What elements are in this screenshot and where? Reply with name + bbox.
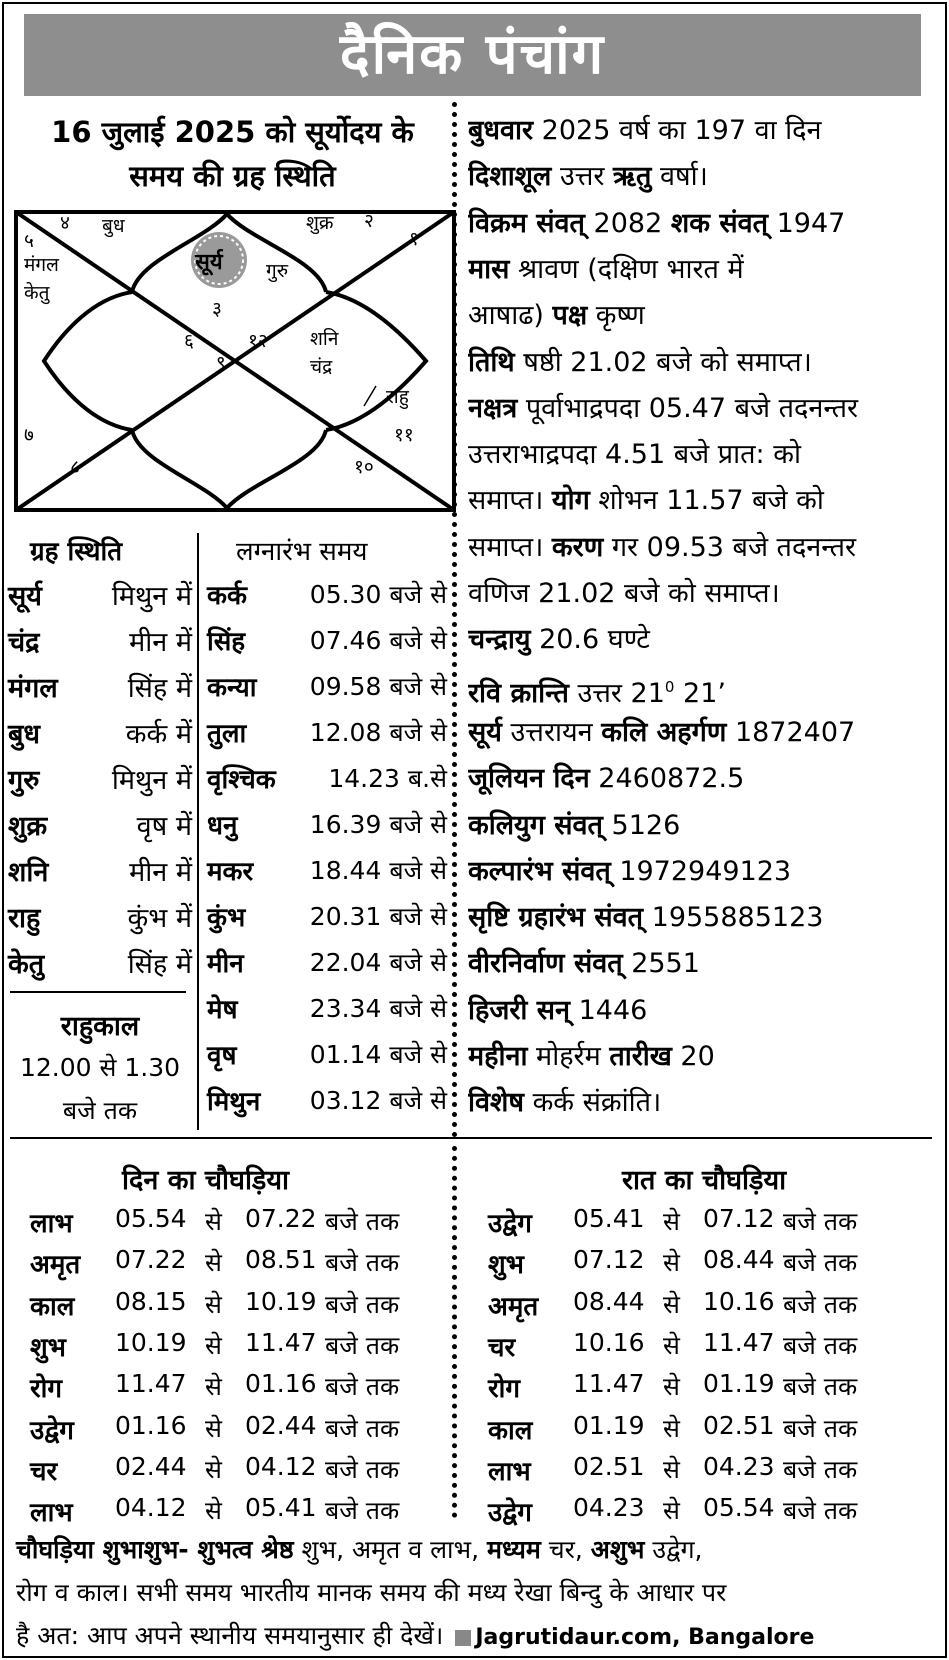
choghadiya-row [488, 1324, 888, 1365]
lagna-row [205, 938, 447, 984]
panchang-line-18: सृष्टि ग्रहारंभ संवत् 1955885123 [468, 902, 824, 934]
graha-rashi: मीन में [129, 857, 192, 888]
lagna-name: कन्या [207, 673, 257, 703]
rahukaal-divider [10, 991, 186, 993]
choghadiya-tak: बजे तक [325, 1207, 400, 1236]
lagna-row [205, 800, 447, 846]
lagna-row [205, 708, 447, 754]
page-title: दैनिक पंचांग [24, 14, 921, 96]
lagna-name: मकर [207, 857, 254, 887]
choghadiya-tak: बजे तक [783, 1289, 858, 1319]
choghadiya-se: से [205, 1413, 222, 1443]
choghadiya-to: 04.12 [245, 1451, 317, 1481]
footer-line2: रोग व काल। सभी समय भारतीय मानक समय की मध्य रेखा बिन्दु के आधार पर [16, 1578, 727, 1607]
choghadiya-row [30, 1365, 430, 1406]
graha-name: शनि [8, 857, 49, 888]
choghadiya-name: शुभ [488, 1250, 524, 1281]
choghadiya-name: रोग [488, 1374, 521, 1405]
choghadiya-tak: बजे तक [325, 1372, 400, 1402]
choghadiya-from: 02.44 [115, 1451, 187, 1481]
panchang-line-13: रवि क्रान्ति उत्तर $21^0$ 21’ [468, 677, 726, 709]
choghadiya-name: लाभ [30, 1209, 73, 1239]
lagna-name: वृष [207, 1041, 237, 1071]
column-separator [452, 102, 457, 1138]
panchang-line-21: महीना मोहर्रम तारीख 20 [468, 1041, 715, 1072]
graha-rashi: कुंभ में [127, 903, 192, 934]
choghadiya-name: काल [488, 1415, 533, 1446]
choghadiya-name: अमृत [488, 1291, 539, 1322]
lagna-time: 12.08 बजे से [309, 718, 447, 747]
graha-row [8, 938, 192, 984]
graha-name: गुरु [8, 765, 40, 796]
lagna-row [205, 570, 447, 616]
choghadiya-name: रोग [30, 1374, 63, 1405]
choghadiya-se: से [663, 1330, 680, 1360]
panchang-line-1: बुधवार 2025 वर्ष का 197 वा दिन [468, 115, 822, 146]
choghadiya-to: 02.44 [245, 1410, 317, 1440]
graha-row [8, 800, 192, 846]
choghadiya-tak: बजे तक [783, 1496, 858, 1526]
panchang-line-10: समाप्त। करण गर 09.53 बजे तदनन्तर [468, 531, 857, 563]
house-8: ८ [70, 456, 80, 478]
choghadiya-from: 11.47 [573, 1369, 645, 1399]
source-credit: Jagrutidaur.com, Bangalore [455, 1625, 814, 1650]
graha-name: मंगल [8, 673, 58, 704]
lagna-time: 07.46 बजे से [309, 626, 447, 655]
choghadiya-name: उद्वेग [488, 1498, 532, 1529]
lagna-name: कुंभ [207, 903, 246, 933]
choghadiya-name: चर [488, 1332, 516, 1363]
choghadiya-se: से [663, 1413, 680, 1443]
choghadiya-row [30, 1407, 430, 1448]
choghadiya-to: 07.22 [245, 1204, 317, 1233]
choghadiya-name: उद्वेग [488, 1209, 532, 1239]
graha-name: चंद्र [8, 627, 40, 658]
house-9: ९ [216, 352, 226, 374]
choghadiya-name: शुभ [30, 1332, 66, 1363]
lagna-name: मेष [207, 995, 238, 1025]
choghadiya-from: 07.12 [573, 1245, 645, 1275]
footer-line1: चौघड़िया शुभाशुभ- शुभत्व श्रेष्ठ शुभ, अमृत व लाभ, मध्यम चर, अशुभ उद्वेग, [16, 1535, 703, 1564]
choghadiya-se: से [663, 1248, 680, 1278]
choghadiya-se: से [663, 1372, 680, 1402]
lagna-name: सिंह [207, 627, 246, 657]
panchang-line-9: समाप्त। योग शोभन 11.57 बजे को [468, 485, 824, 517]
panchang-line-19: वीरनिर्वाण संवत् 2551 [468, 948, 700, 980]
choghadiya-to: 04.23 [703, 1451, 775, 1481]
choghadiya-tak: बजे तक [325, 1330, 400, 1360]
choghadiya-tak: बजे तक [325, 1496, 400, 1526]
graha-row [8, 754, 192, 800]
choghadiya-se: से [205, 1372, 222, 1402]
lagna-time: 03.12 बजे से [309, 1086, 447, 1115]
choghadiya-se: से [205, 1289, 222, 1319]
kundli-lines [14, 210, 456, 512]
panchang-line-20: हिजरी सन् 1446 [468, 994, 648, 1026]
choghadiya-tak: बजे तक [783, 1248, 858, 1278]
lagna-time: 14.23 ब.से [328, 764, 447, 793]
choghadiya-to: 01.19 [703, 1369, 775, 1399]
lagna-name: वृश्चिक [207, 765, 276, 795]
choghadiya-from: 02.51 [573, 1451, 645, 1481]
choghadiya-tak: बजे तक [783, 1454, 858, 1484]
choghadiya-row [30, 1283, 430, 1324]
chart-title [10, 110, 455, 198]
lagna-time: 23.34 बजे से [309, 994, 447, 1023]
lagna-time: 09.58 बजे से [309, 672, 447, 701]
choghadiya-name: उद्वेग [30, 1415, 74, 1446]
lagna-name: मीन [207, 949, 244, 979]
lagna-row [205, 662, 447, 708]
panchang-line-6: तिथि षष्ठी 21.02 बजे को समाप्त। [468, 346, 812, 378]
choghadiya-from: 01.19 [573, 1410, 645, 1440]
graha-name: बुध [8, 719, 41, 750]
panchang-line-5: आषाढ) पक्ष कृष्ण [468, 300, 645, 332]
choghadiya-row [488, 1407, 888, 1448]
planet-ketu: केतु [24, 282, 50, 304]
planet-rahu: राहु [386, 386, 409, 408]
graha-row [8, 846, 192, 892]
choghadiya-row [30, 1241, 430, 1282]
graha-rashi: सिंह में [127, 949, 192, 980]
lagna-row [205, 616, 447, 662]
choghadiya-se: से [205, 1248, 222, 1278]
chart-title-line2: समय की ग्रह स्थिति [129, 159, 336, 193]
choghadiya-se: से [663, 1289, 680, 1319]
graha-rashi: मिथुन में [111, 581, 192, 612]
house-2: २ [364, 210, 374, 232]
rahukaal-time: 12.00 से 1.30 [19, 1053, 181, 1082]
graha-name: राहु [8, 903, 41, 934]
choghadiya-name: चर [30, 1456, 58, 1487]
raat-choghadiya-header: रात का चौघड़िया [622, 1165, 787, 1196]
choghadiya-to: 11.47 [703, 1327, 775, 1357]
panchang-line-15: जूलियन दिन 2460872.5 [468, 763, 745, 795]
house-1: १ [409, 228, 419, 250]
rahukaal-title: राहुकाल [60, 1011, 140, 1042]
choghadiya-se: से [663, 1496, 680, 1526]
house-5: ५ [24, 230, 34, 252]
choghadiya-to: 08.44 [703, 1245, 775, 1275]
choghadiya-se: से [205, 1330, 222, 1360]
lagna-time: 05.30 बजे से [309, 580, 447, 609]
choghadiya-from: 04.23 [573, 1493, 645, 1523]
planet-mangal: मंगल [24, 254, 59, 276]
choghadiya-tak: बजे तक [783, 1372, 858, 1402]
din-choghadiya-header: दिन का चौघड़िया [122, 1165, 290, 1196]
choghadiya-to: 11.47 [245, 1327, 317, 1357]
house-11: ११ [394, 424, 414, 446]
house-7: ७ [24, 424, 34, 446]
choghadiya-to: 02.51 [703, 1410, 775, 1440]
choghadiya-from: 05.54 [115, 1204, 187, 1233]
choghadiya-to: 07.12 [703, 1204, 775, 1233]
choghadiya-se: से [663, 1454, 680, 1484]
graha-rashi: मिथुन में [111, 765, 192, 796]
section-divider [10, 1137, 932, 1139]
choghadiya-from: 10.16 [573, 1327, 645, 1357]
choghadiya-tak: बजे तक [783, 1330, 858, 1360]
kundli-chart [14, 210, 456, 512]
choghadiya-tak: बजे तक [325, 1454, 400, 1484]
lagnarambh-header: लग्नारंभ समय [236, 537, 368, 567]
choghadiya-to: 05.54 [703, 1493, 775, 1523]
panchang-line-22: विशेष कर्क संक्रांति। [468, 1087, 662, 1119]
graha-row [8, 570, 192, 616]
graha-name: सूर्य [8, 581, 42, 612]
chart-title-line1: 16 जुलाई 2025 को सूर्योदय के [51, 115, 414, 149]
graha-rashi: सिंह में [127, 673, 192, 704]
graha-rashi: कर्क में [125, 719, 192, 750]
choghadiya-se: से [205, 1454, 222, 1484]
choghadiya-separator [452, 1146, 457, 1518]
choghadiya-row [488, 1241, 888, 1282]
lagna-time: 22.04 बजे से [309, 948, 447, 977]
lagna-time: 01.14 बजे से [309, 1040, 447, 1069]
planet-chandra: चंद्र [310, 356, 333, 378]
graha-row [8, 892, 192, 938]
lagna-time: 16.39 बजे से [309, 810, 447, 839]
choghadiya-tak: बजे तक [783, 1207, 858, 1236]
panchang-line-4: मास श्रावण (दक्षिण भारत में [468, 253, 744, 285]
choghadiya-row [30, 1324, 430, 1365]
panchang-line-17: कल्पारंभ संवत् 1972949123 [468, 855, 792, 887]
lagna-time: 18.44 बजे से [309, 856, 447, 885]
choghadiya-row [30, 1200, 430, 1241]
house-6: ६ [184, 330, 194, 352]
graha-row [8, 708, 192, 754]
house-10: १० [354, 456, 374, 478]
planet-shani: शनि [310, 328, 339, 350]
choghadiya-to: 10.19 [245, 1286, 317, 1316]
choghadiya-se: से [663, 1207, 680, 1236]
lagna-row [205, 846, 447, 892]
lagna-name: मिथुन [207, 1087, 261, 1117]
choghadiya-row [488, 1489, 888, 1530]
choghadiya-to: 05.41 [245, 1493, 317, 1523]
planet-shukra: शुक्र [306, 212, 334, 234]
panchang-line-3: विक्रम संवत् 2082 शक संवत् 1947 [468, 207, 846, 239]
choghadiya-to: 08.51 [245, 1245, 317, 1275]
choghadiya-tak: बजे तक [783, 1413, 858, 1443]
lagna-row [205, 1030, 447, 1076]
choghadiya-se: से [205, 1496, 222, 1526]
choghadiya-to: 10.16 [703, 1286, 775, 1316]
lagna-row [205, 754, 447, 800]
choghadiya-from: 01.16 [115, 1410, 187, 1440]
panchang-line-11: वणिज 21.02 बजे को समाप्त। [468, 578, 780, 609]
choghadiya-name: लाभ [30, 1498, 73, 1529]
choghadiya-row [488, 1283, 888, 1324]
graha-row [8, 662, 192, 708]
choghadiya-from: 08.15 [115, 1286, 187, 1316]
lagna-name: धनु [207, 811, 238, 841]
planet-budh: बुध [102, 215, 125, 237]
lagna-row [205, 984, 447, 1030]
house-3: ३ [212, 298, 222, 320]
choghadiya-row [488, 1200, 888, 1241]
graha-rashi: मीन में [129, 627, 192, 658]
lagna-time: 20.31 बजे से [309, 902, 447, 931]
choghadiya-from: 04.12 [115, 1493, 187, 1523]
lagna-name: तुला [207, 719, 247, 749]
choghadiya-name: काल [30, 1291, 75, 1322]
panchang-line-8: उत्तराभाद्रपदा 4.51 बजे प्रात: को [468, 439, 801, 471]
house-4: ४ [60, 212, 70, 234]
panchang-line-14: सूर्य उत्तरायन कलि अहर्गण 1872407 [468, 716, 856, 748]
choghadiya-tak: बजे तक [325, 1248, 400, 1278]
graha-row [8, 616, 192, 662]
choghadiya-name: अमृत [30, 1250, 81, 1281]
choghadiya-from: 10.19 [115, 1327, 187, 1357]
choghadiya-se: से [205, 1207, 222, 1236]
panchang-line-7: नक्षत्र पूर्वाभाद्रपदा 05.47 बजे तदनन्तर [468, 392, 859, 424]
planet-guru: गुरु [266, 260, 289, 282]
lagna-row [205, 1076, 447, 1122]
footer-line3: है अत: आप अपने स्थानीय समयानुसार ही देखें। Jagrutidaur.com, Bangalore [16, 1621, 815, 1650]
lagna-name: कर्क [207, 581, 247, 611]
choghadiya-from: 08.44 [573, 1286, 645, 1316]
choghadiya-to: 01.16 [245, 1369, 317, 1399]
choghadiya-from: 05.41 [573, 1204, 645, 1233]
choghadiya-tak: बजे तक [325, 1413, 400, 1443]
house-12: १२ [248, 330, 268, 352]
choghadiya-from: 07.22 [115, 1245, 187, 1275]
choghadiya-name: लाभ [488, 1456, 531, 1487]
planet-surya: सूर्य [195, 250, 223, 275]
choghadiya-row [488, 1448, 888, 1489]
panchang-line-12: चन्द्रायु 20.6 घण्टे [468, 624, 650, 656]
graha-sthiti-header: ग्रह स्थिति [30, 537, 123, 567]
choghadiya-from: 11.47 [115, 1369, 187, 1399]
panchang-line-16: कलियुग संवत् 5126 [468, 809, 681, 841]
square-icon [455, 1630, 471, 1646]
choghadiya-row [488, 1365, 888, 1406]
graha-rashi: वृष में [136, 811, 192, 842]
rahukaal-tak: बजे तक [62, 1096, 138, 1125]
choghadiya-tak: बजे तक [325, 1289, 400, 1319]
choghadiya-row [30, 1489, 430, 1530]
graha-name: केतु [8, 949, 45, 980]
panchang-line-2: दिशाशूल उत्तर ऋतु वर्षा। [468, 161, 708, 193]
choghadiya-row [30, 1448, 430, 1489]
graha-name: शुक्र [8, 811, 48, 842]
table-divider [197, 533, 199, 1130]
lagna-row [205, 892, 447, 938]
